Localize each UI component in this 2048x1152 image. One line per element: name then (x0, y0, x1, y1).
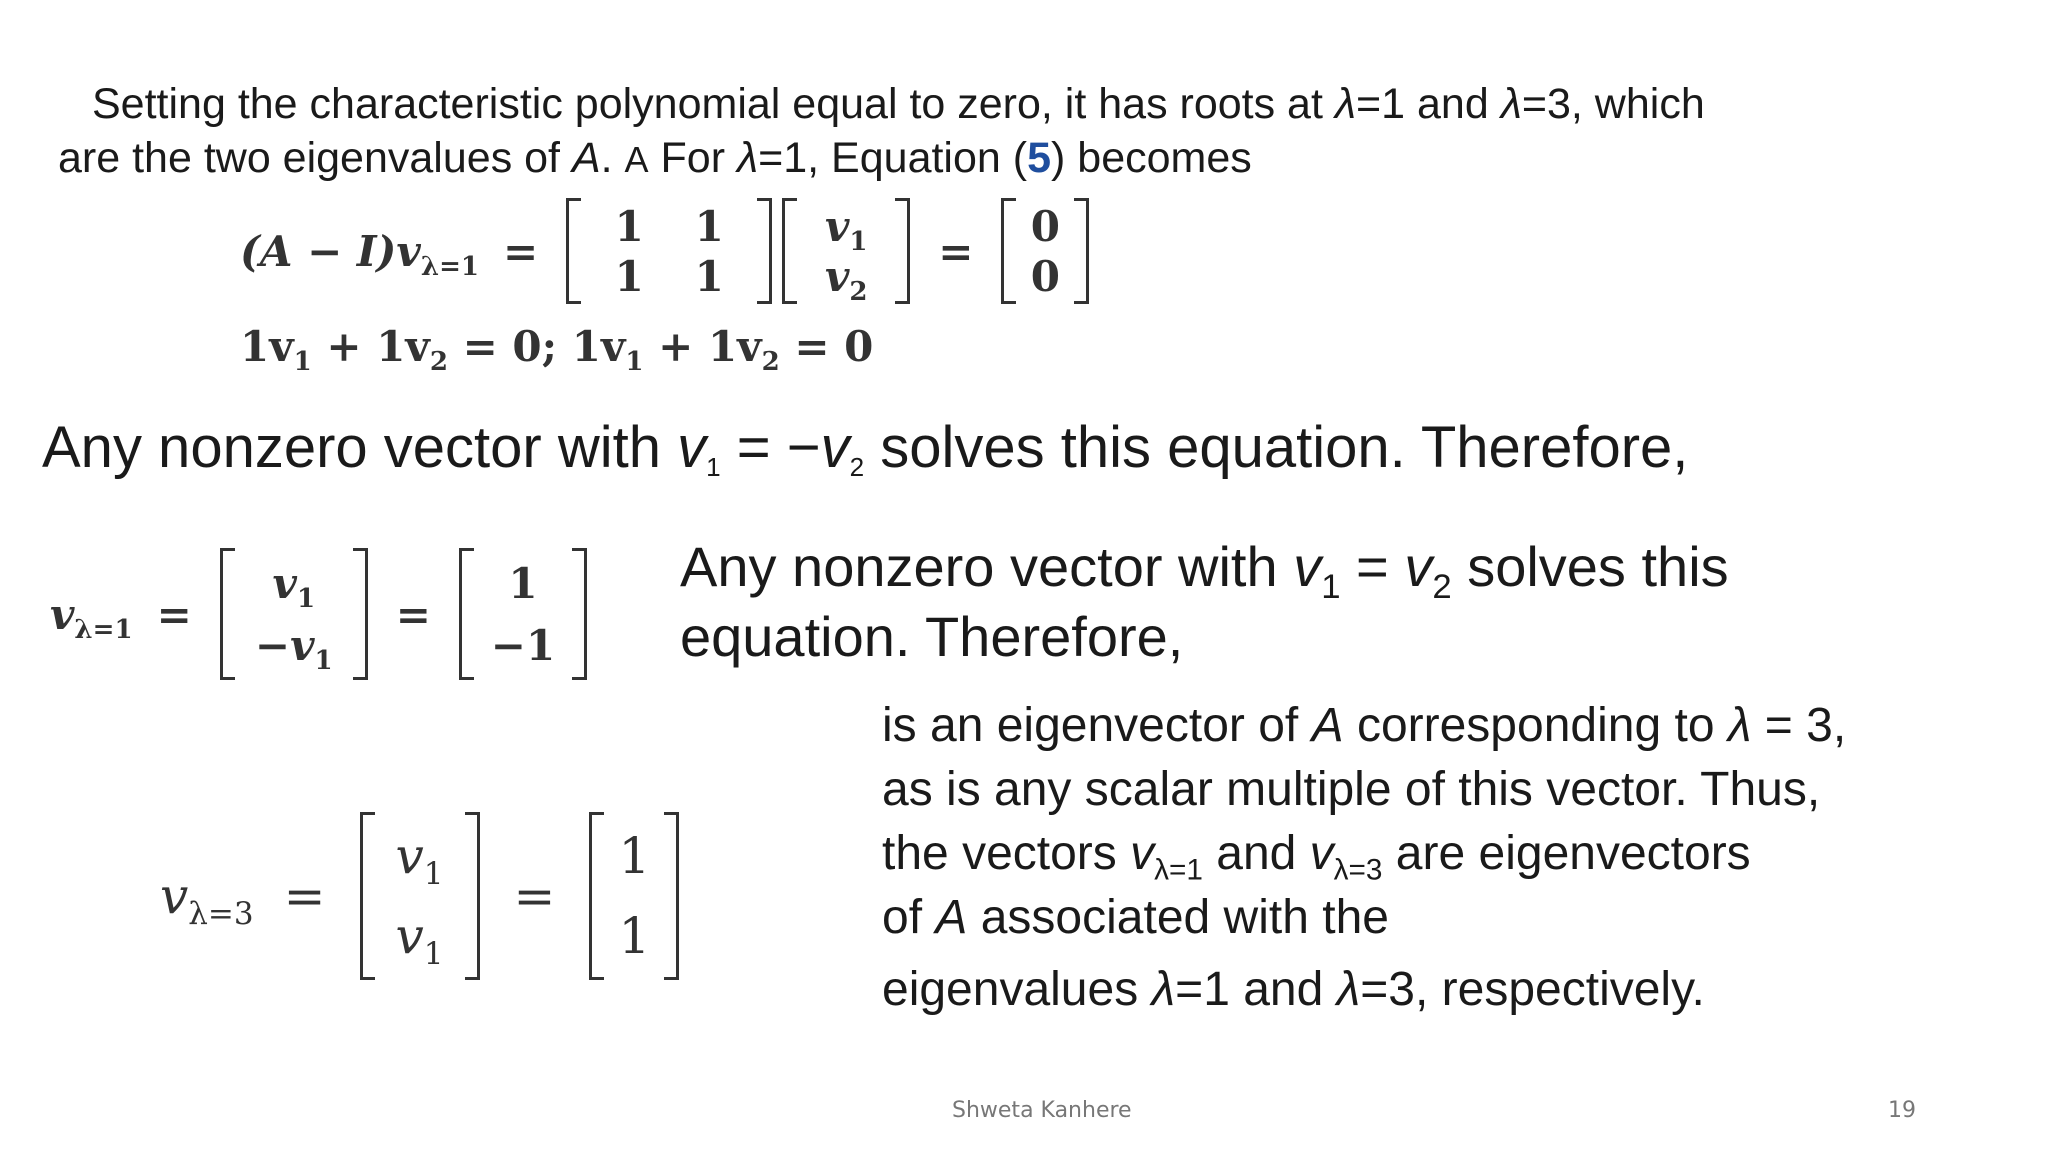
right-statement-2: is an eigenvector of A corresponding to λ = 3, as is any scalar multiple of this vector. Thus, the vectors $v_{\lambda=1}$ and $v_{\lambda=3}$ are eigenvectors of A associated with the eigenvalues λ=1 and λ=3, respectively. (882, 699, 1847, 1016)
mid-statement: Any nonzero vector with $v_1 = -v_2$ solves this equation. Therefore, (42, 415, 1689, 483)
right-statement-1: Any nonzero vector with $v_1 = v_2$ solves this equation. Therefore, (680, 535, 1729, 668)
eigenvector-lambda-1: $v_{\lambda=1}$ = $v_1$ $-v_1$ = 1 −1 (50, 548, 587, 680)
coefficient-matrix: 1 1 1 1 (566, 198, 772, 304)
equation-a-minus-i: $(A - I)v_{\lambda=1}$ = 1 1 1 1 $v_1$ $v_2$ = 0 0 (240, 198, 1089, 304)
vector-v1-neg-v1: $v_1$ $-v_1$ (220, 548, 368, 680)
vector-1-1: 1 1 (589, 812, 679, 980)
intro-line-1: Setting the characteristic polynomial equal to zero, it has roots at λ=1 and λ=3, which (92, 80, 1705, 128)
unknown-vector: $v_1$ $v_2$ (782, 198, 910, 304)
page-number: 19 (1888, 1098, 1916, 1123)
vector-1-neg-1: 1 −1 (459, 548, 587, 680)
equation-linear-system: $1v_1 + 1v_2 = 0$; $1v_1 + 1v_2 = 0$ (240, 322, 874, 378)
equation-reference-link[interactable]: 5 (1027, 134, 1052, 182)
footer-author: Shweta Kanhere (952, 1098, 1132, 1123)
eigenvector-lambda-3: $v_{\lambda=3}$ = $v_1$ $v_1$ = 1 1 (160, 812, 679, 980)
zero-vector: 0 0 (1001, 198, 1089, 304)
intro-line-2: are the two eigenvalues of A. A For λ=1, Equation (5) becomes (58, 134, 1252, 182)
vector-v1-v1: $v_1$ $v_1$ (360, 812, 480, 980)
stray-a: A (624, 139, 649, 180)
